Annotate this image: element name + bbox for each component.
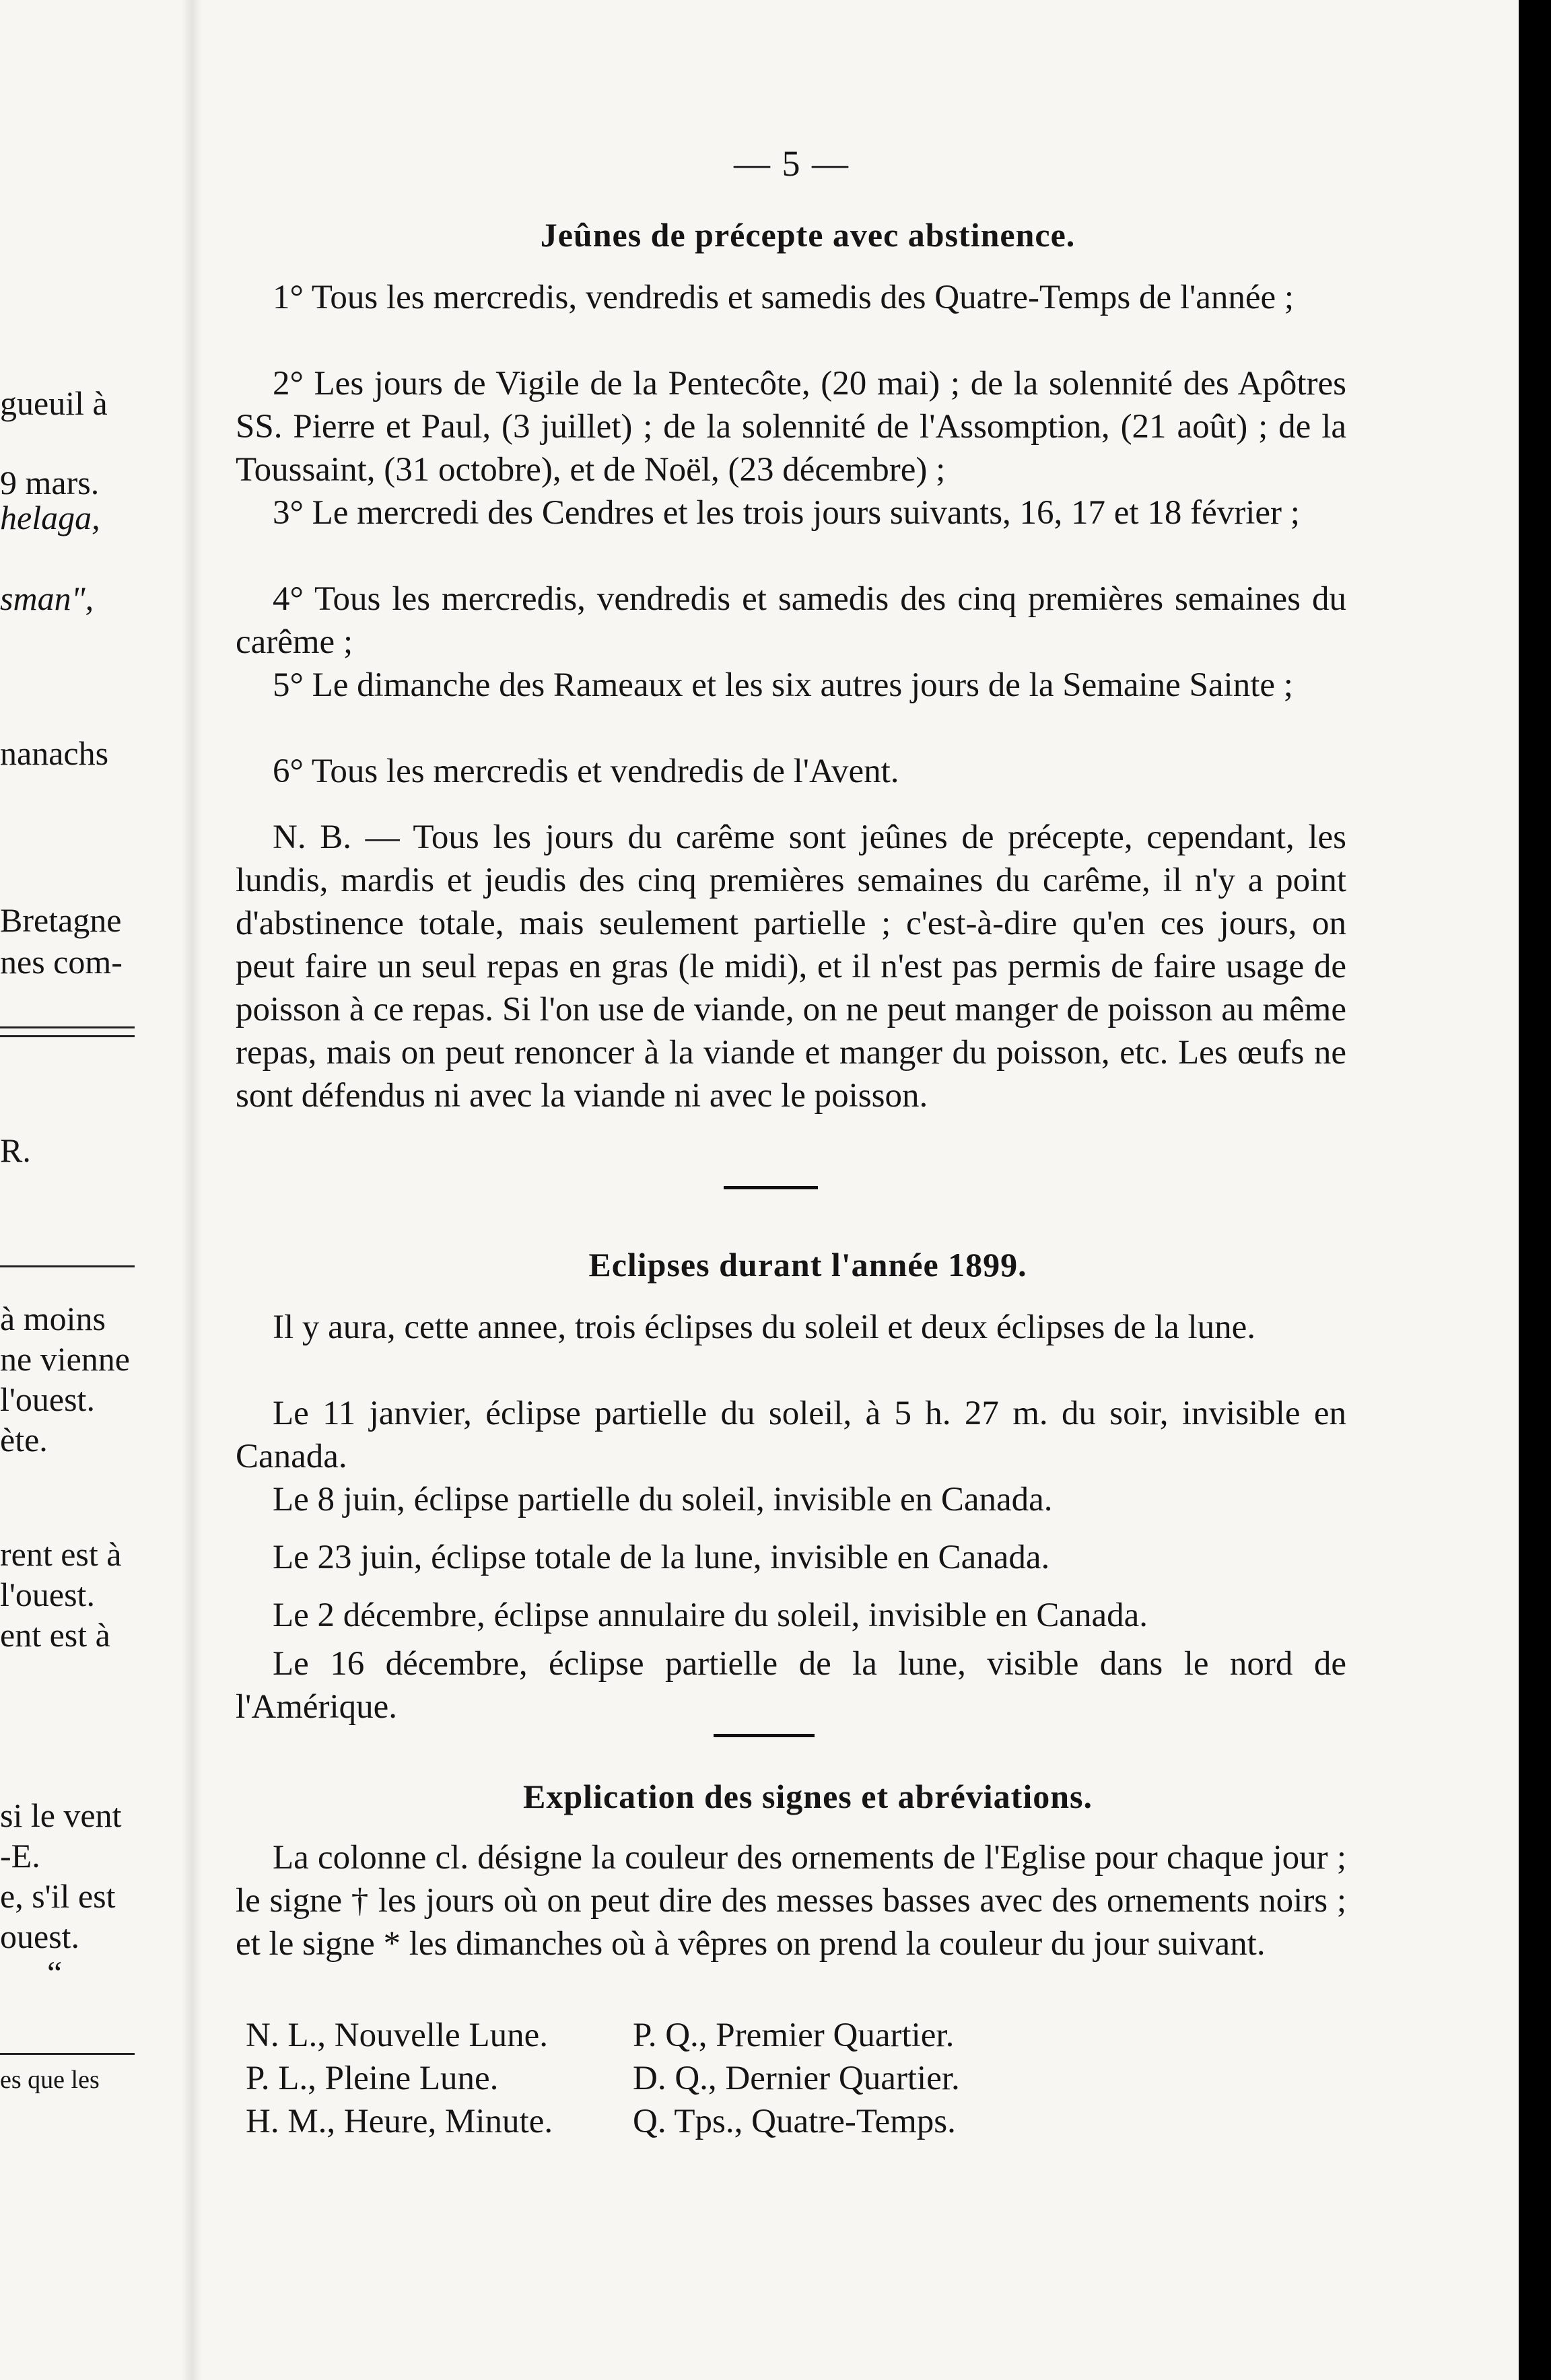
left-fragment: nes com- [0,943,123,981]
left-fragment: nanachs [0,734,109,772]
section-divider [724,1186,818,1189]
left-fragment: à moins [0,1300,106,1337]
left-fragment: sman", [0,580,94,617]
abbreviation-item: N. L., Nouvelle Lune. [246,2017,548,2054]
fast-item-6: 6° Tous les mercredis et vendredis de l'Avent. [273,753,899,790]
eclipse-paragraph: Le 2 décembre, éclipse annulaire du soleil, invisible en Canada. [273,1597,1148,1634]
left-fragment: gueuil à [0,384,108,422]
section-heading-eclipses: Eclipses durant l'année 1899. [588,1246,1027,1284]
left-fragment: R. [0,1131,31,1169]
left-fragment: 9 mars. [0,464,100,501]
abbreviation-item: H. M., Heure, Minute. [246,2103,553,2140]
left-fragment: ne vienne [0,1340,130,1378]
left-rule [0,1265,135,1267]
left-fragment: rent est à [0,1535,122,1573]
left-fragment: Bretagne [0,901,122,939]
eclipse-paragraph: Le 23 juin, éclipse totale de la lune, invisible en Canada. [273,1539,1050,1576]
left-rule [0,2053,135,2055]
left-rule [0,1026,135,1028]
left-fragment: helaga, [0,499,100,536]
page-fold-shadow [182,0,202,2380]
page-number: — 5 — [734,143,850,184]
left-fragment: l'ouest. [0,1380,95,1418]
eclipse-paragraph: Il y aura, cette annee, trois éclipses du soleil et deux éclipses de la lune. [273,1308,1256,1346]
left-fragment: “ [47,1954,63,1992]
section-heading-signs: Explication des signes et abréviations. [523,1778,1093,1815]
eclipse-paragraph: Le 16 décembre, éclipse partielle de la lune, visible dans le nord de l'Amérique. [236,1645,1346,1726]
signs-paragraph: La colonne cl. désigne la couleur des ornements de l'Eglise pour chaque jour ; le signe † les jours où on peut dire des messes basses avec des ornements noirs ; et le signe * les dimanches où à vêpres on prend la couleur du jour suivant. [236,1839,1346,1963]
abbreviation-item: D. Q., Dernier Quartier. [633,2060,960,2097]
left-fragment: ent est à [0,1616,110,1654]
fast-item-2: 2° Les jours de Vigile de la Pentecôte, (20 mai) ; de la solennité des Apôtres SS. Pierre et Paul, (3 juillet) ; de la solennité de l'Assomption, (21 août) ; de la Toussaint, (31 octobre), et de Noël, (23 décembre) ; [236,365,1346,489]
left-fragment: l'ouest. [0,1576,95,1613]
nota-bene-paragraph: N. B. — Tous les jours du carême sont jeûnes de précepte, cependant, les lundis, mardis et jeudis des cinq premières semaines du carême, il n'y a point d'abstinence totale, mais seulement partielle ; c'est-à-dire qu'en ces jours, on peut faire un seul repas en gras (le midi), et il n'est pas permis de faire usage de poisson à ce repas. Si l'on use de viande, on ne peut manger de poisson au même repas, mais on peut renoncer à la viande et manger du poisson, etc. Les œufs ne sont défendus ni avec la viande ni avec le poisson. [236,818,1346,1115]
fast-item-5: 5° Le dimanche des Rameaux et les six autres jours de la Semaine Sainte ; [273,666,1293,704]
eclipse-paragraph: Le 8 juin, éclipse partielle du soleil, invisible en Canada. [273,1481,1053,1518]
left-fragment: e, s'il est [0,1877,116,1915]
abbreviation-item: Q. Tps., Quatre-Temps. [633,2103,956,2140]
left-fragment: ète. [0,1421,48,1459]
scan-border [1519,0,1551,2380]
fast-item-4: 4° Tous les mercredis, vendredis et samedis des cinq premières semaines du carême ; [236,580,1346,661]
abbreviation-item: P. Q., Premier Quartier. [633,2017,955,2054]
fast-item-1: 1° Tous les mercredis, vendredis et samedis des Quatre-Temps de l'année ; [273,279,1295,316]
section-divider [714,1734,815,1737]
fast-item-3: 3° Le mercredi des Cendres et les trois jours suivants, 16, 17 et 18 février ; [273,494,1300,532]
eclipse-paragraph: Le 11 janvier, éclipse partielle du soleil, à 5 h. 27 m. du soir, invisible en Canada. [236,1395,1346,1475]
left-fragment: si le vent [0,1796,122,1834]
left-rule [0,1035,135,1037]
abbreviation-list [246,2016,1054,2141]
abbreviation-item: P. L., Pleine Lune. [246,2060,499,2097]
left-fragment: ouest. [0,1918,80,1955]
left-fragment: es que les [0,2066,100,2094]
section-heading-fasts: Jeûnes de précepte avec abstinence. [540,216,1076,254]
left-fragment: -E. [0,1837,40,1875]
